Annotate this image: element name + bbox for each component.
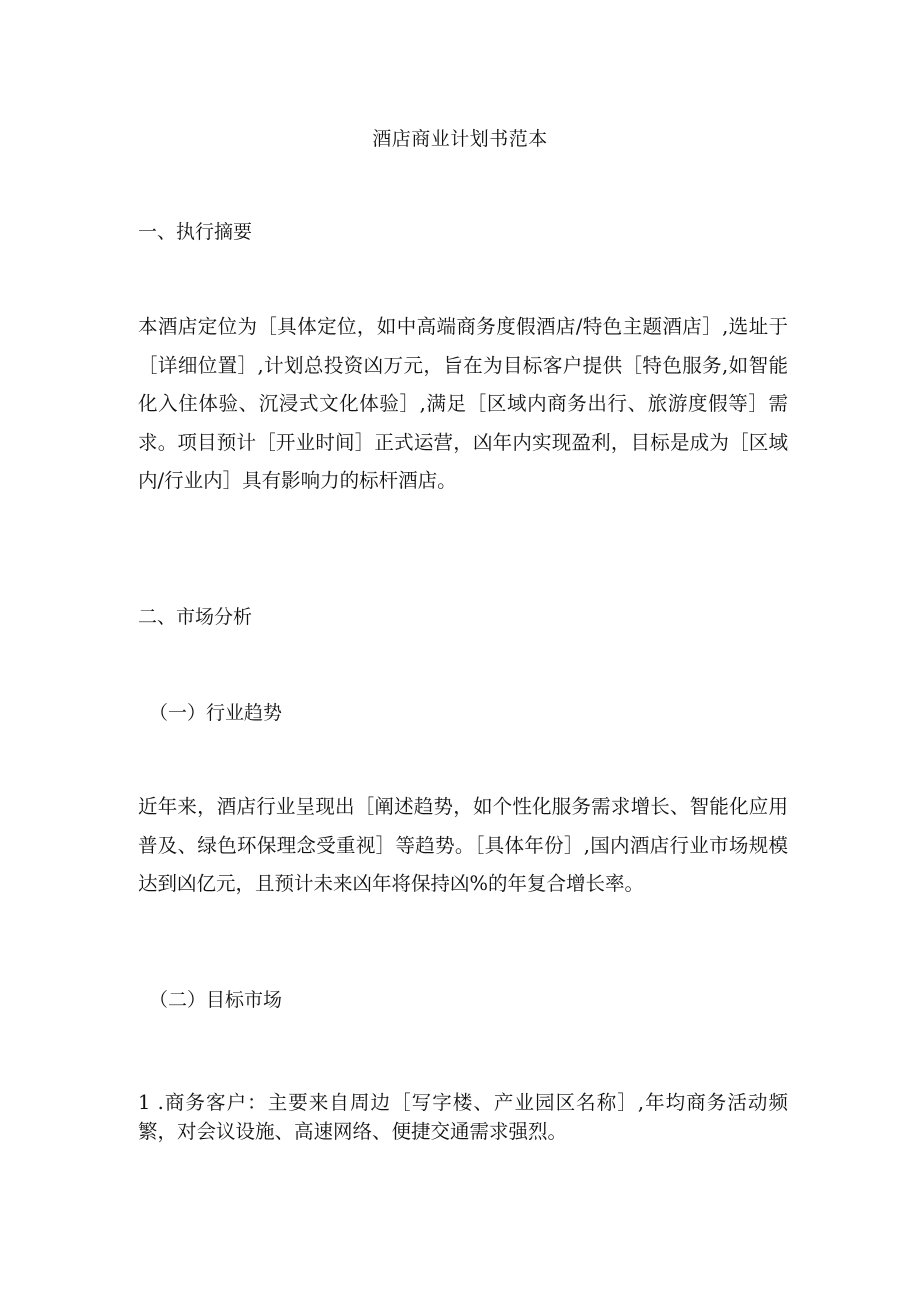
document-title: 酒店商业计划书范本 <box>372 128 548 150</box>
subsection-heading-industry-trends: （一）行业趋势 <box>149 702 283 724</box>
executive-summary-paragraph: 本酒店定位为［具体定位，如中高端商务度假酒店/特色主题酒店］,选址于［详细位置］,计划总投资凶万元，旨在为目标客户提供［特色服务,如智能化入住体验、沉浸式文化体验］,满足［区域内商务出行、旅游度假等］需求。项目预计［开业时间］正式运营，凶年内实现盈利，目标是成为［区域内/行业内］具有影响力的标杆酒店。 <box>138 315 788 492</box>
section-heading-market-analysis: 二、市场分析 <box>138 606 253 628</box>
subsection-heading-target-market: （二）目标市场 <box>149 989 283 1011</box>
section-heading-executive-summary: 一、执行摘要 <box>138 221 253 243</box>
industry-trends-paragraph: 近年来，酒店行业呈现出［阐述趋势，如个性化服务需求增长、智能化应用普及、绿色环保理念受重视］等趋势。［具体年份］,国内酒店行业市场规模达到凶亿元，且预计未来凶年将保持凶%的年复合增长率。 <box>138 795 788 895</box>
target-market-paragraph: 1 .商务客户：主要来自周边［写字楼、产业园区名称］,年均商务活动频繁，对会议设施、高速网络、便捷交通需求强烈。 <box>138 1091 788 1143</box>
